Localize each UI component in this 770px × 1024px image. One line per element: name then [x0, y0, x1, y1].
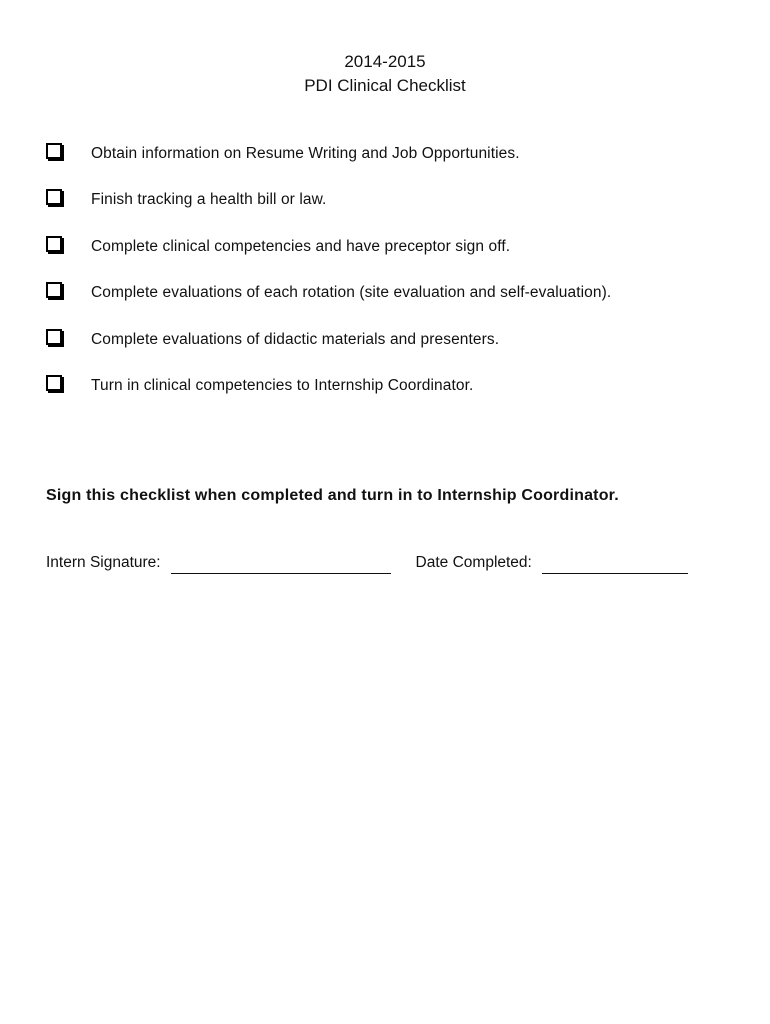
- intern-signature-field[interactable]: [171, 559, 391, 574]
- checklist-item-label: Finish tracking a health bill or law.: [91, 191, 327, 209]
- checklist-item-label: Turn in clinical competencies to Internship Coordinator.: [91, 376, 474, 394]
- checklist-item-label: Complete clinical competencies and have preceptor sign off.: [91, 237, 511, 255]
- checklist-item: [46, 372, 746, 418]
- date-completed-field[interactable]: [542, 559, 688, 574]
- checklist-item: [46, 326, 746, 372]
- checkbox-turn-in-competencies[interactable]: [46, 375, 62, 391]
- checklist-item-label: Complete evaluations of each rotation (site evaluation and self-evaluation).: [91, 284, 612, 302]
- document-title: PDI Clinical Checklist: [304, 76, 466, 95]
- checkbox-didactic-evaluations[interactable]: [46, 329, 62, 345]
- checklist-item: [46, 140, 746, 186]
- sign-instruction: Sign this checklist when completed and turn in to Internship Coordinator.: [46, 487, 619, 504]
- intern-signature-label: Intern Signature:: [46, 554, 161, 571]
- date-completed-label: Date Completed:: [415, 554, 532, 571]
- checklist-item: [46, 279, 746, 325]
- checkbox-clinical-competencies[interactable]: [46, 236, 62, 252]
- clinical-checklist: [46, 140, 746, 418]
- document-year: 2014-2015: [344, 52, 426, 71]
- checklist-item-label: Obtain information on Resume Writing and Job Opportunities.: [91, 145, 520, 162]
- document-header: [0, 50, 770, 98]
- signature-row: [46, 552, 746, 574]
- checkbox-health-bill[interactable]: [46, 189, 62, 205]
- checkbox-resume-writing[interactable]: [46, 143, 62, 159]
- checkbox-rotation-evaluations[interactable]: [46, 282, 62, 298]
- checklist-item-label: Complete evaluations of didactic materials and presenters.: [91, 330, 500, 348]
- checklist-item: [46, 186, 746, 232]
- checklist-item: [46, 233, 746, 279]
